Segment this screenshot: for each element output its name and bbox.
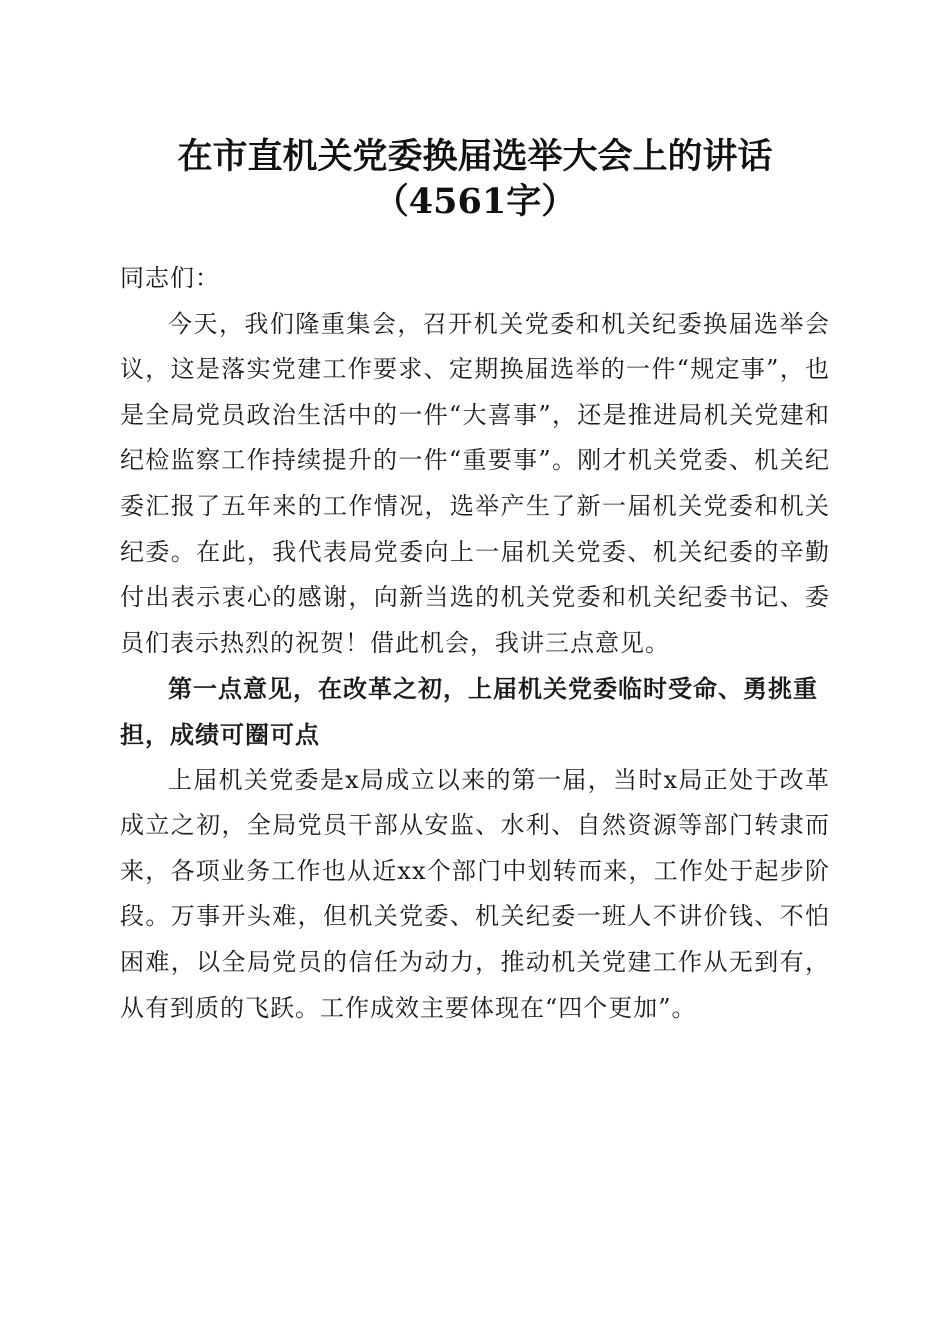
salutation: 同志们：: [120, 264, 220, 292]
intro-paragraph: 今天，我们隆重集会，召开机关党委和机关纪委换届选举会议，这是落实党建工作要求、定期换届选举的一件“规定事”，也是全局党员政治生活中的一件“大喜事”，还是推进局机关党建和纪检监察工作持续提升的一件“重要事”。刚才机关党委、机关纪委汇报了五年来的工作情况，选举产生了新一届机关党委和机关纪委。在此，我代表局党委向上一届机关党委、机关纪委的辛勤付出表示衷心的感谢，向新当选的机关党委和机关纪委书记、委员们表示热烈的祝贺！借此机会，我讲三点意见。: [120, 309, 830, 657]
document-title: 在市直机关党委换届选举大会上的讲话（4561字）: [177, 136, 773, 222]
section-heading-1: 第一点意见，在改革之初，上届机关党委临时受命、勇挑重担，成绩可圈可点: [120, 674, 818, 749]
section-paragraph-1: 上届机关党委是x局成立以来的第一届，当时x局正处于改革成立之初，全局党员干部从安监、水利、自然资源等部门转隶而来，各项业务工作也从近xx个部门中划转而来，工作处于起步阶段。万事开头难，但机关党委、机关纪委一班人不讲价钱、不怕困难，以全局党员的信任为动力，推动机关党建工作从无到有，从有到质的飞跃。工作成效主要体现在“四个更加”。: [120, 765, 830, 1022]
document-body: [120, 256, 830, 1031]
